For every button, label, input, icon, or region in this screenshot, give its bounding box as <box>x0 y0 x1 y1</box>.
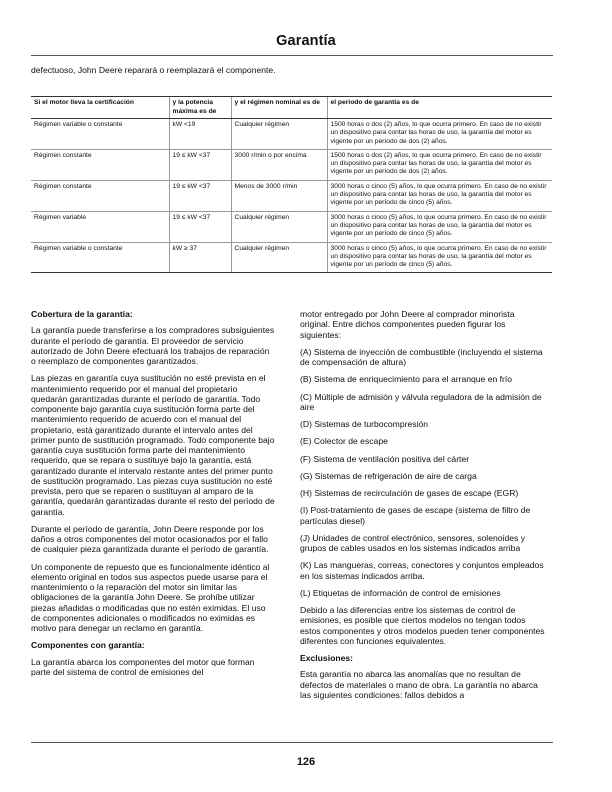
column-header-warranty-period: el periodo de garantía es de <box>327 97 552 119</box>
table-row <box>31 119 552 150</box>
footer-rule <box>31 742 553 743</box>
paragraph: motor entregado por John Deere al comprador minorista original. Entre dichos componentes pueden figurar los siguientes: <box>300 309 515 340</box>
table-cell: 3000 horas o cinco (5) años, lo que ocurra primero. En caso de no existir un dispositivo para contar las horas de uso, la garantía del motor es vigente por un período de cinco (5) años. <box>327 180 552 211</box>
column-header-rated-speed: y el régimen nominal es de <box>231 97 327 119</box>
exclusions-heading: Exclusiones: <box>300 653 354 663</box>
list-item: (L) Etiquetas de información de control de emisiones <box>300 587 501 598</box>
column-header-power: y la potencia máxima es de <box>169 97 231 119</box>
table-cell: kW <19 <box>169 119 231 150</box>
left-column <box>31 309 276 684</box>
table-cell: Régimen variable <box>31 211 169 242</box>
table-cell: Régimen constante <box>31 149 169 180</box>
table-cell: Régimen variable o constante <box>31 242 169 273</box>
coverage-heading: Cobertura de la garantía: <box>31 309 133 319</box>
table-row <box>31 180 552 211</box>
table-cell: kW ≥ 37 <box>169 242 231 273</box>
paragraph: La garantía puede transferirse a los compradores subsiguientes durante el período de garantía. El proveedor de servicio autorizado de John Deere efectuará los trabajos de reparación o reemplazo de componentes garantizados. <box>31 325 275 366</box>
table-cell: 3000 r/min o por encima <box>231 149 327 180</box>
table-cell: Cualquier régimen <box>231 119 327 150</box>
table-row <box>31 149 552 180</box>
table-cell: Régimen variable o constante <box>31 119 169 150</box>
paragraph: Un componente de repuesto que es funcionalmente idéntico al elemento original en todos sus aspectos puede usarse para el mantenimiento o la reparación del motor sin limitar las obligaciones de la garantía John Deere. Se prohíbe utilizar piezas añadidas o modificadas que no estén eximidas. El uso de componentes adicionales o modificados no eximidas es motivo para denegar un reclamo en garantía. <box>31 561 270 633</box>
table-cell: Régimen constante <box>31 180 169 211</box>
paragraph: La garantía abarca los componentes del motor que forman parte del sistema de control de emisiones del <box>31 656 255 677</box>
list-item: (C) Múltiple de admisión y válvula reguladora de la admisión de aire <box>300 391 542 412</box>
table-cell: Cualquier régimen <box>231 211 327 242</box>
list-item: (B) Sistema de enriquecimiento para el arranque en frío <box>300 374 513 385</box>
list-item: (I) Post-tratamiento de gases de escape (sistema de filtro de partículas diesel) <box>300 505 531 526</box>
table-cell: 3000 horas o cinco (5) años, lo que ocurra primero. En caso de no existir un dispositivo para contar las horas de uso, la garantía del motor es vigente por un período de cinco (5) años. <box>327 211 552 242</box>
page-title: Garantía <box>276 33 336 49</box>
list-item: (J) Unidades de control electrónico, sensores, solenoides y grupos de cables usados en los sistemas indicados arriba <box>300 532 525 553</box>
warranty-table <box>31 96 552 273</box>
list-item: (A) Sistema de inyección de combustible (incluyendo el sistema de compensación de altura) <box>300 346 543 367</box>
list-item: (K) Las mangueras, correas, conectores y conjuntos empleados en los sistemas indicados arriba. <box>300 560 544 581</box>
intro-paragraph: defectuoso, John Deere reparará o reemplazará el componente. <box>31 65 276 75</box>
column-header-certification: Si el motor lleva la certificación <box>31 97 169 119</box>
right-column <box>300 309 545 707</box>
paragraph: Esta garantía no abarca las anomalías que no resultan de defectos de materiales o mano de obra. La garantía no abarca las siguientes condiciones: fallos debidos a <box>300 669 538 700</box>
table-cell: 1500 horas o dos (2) años, lo que ocurra primero. En caso de no existir un dispositivo para contar las horas de uso, la garantía del motor es vigente por un período de dos (2) años. <box>327 119 552 150</box>
table-header-row <box>31 97 552 119</box>
list-item: (D) Sistemas de turbocompresión <box>300 419 428 429</box>
paragraph: Debido a las diferencias entre los sistemas de control de emisiones, es posible que ciertos modelos no tengan todos estos componentes y otros modelos pueden tener componentes diferentes con funciones equivalentes. <box>300 605 545 646</box>
table-cell: Menos de 3000 r/min <box>231 180 327 211</box>
table-cell: 3000 horas o cinco (5) años, lo que ocurra primero. En caso de no existir un dispositivo para contar las horas de uso, la garantía del motor es vigente por un período de cinco (5) años. <box>327 242 552 273</box>
table-cell: 19 ≤ kW <37 <box>169 180 231 211</box>
list-item: (G) Sistemas de refrigeración de aire de carga <box>300 470 477 481</box>
table-cell: 19 ≤ kW <37 <box>169 211 231 242</box>
list-item: (H) Sistemas de recirculación de gases de escape (EGR) <box>300 488 519 498</box>
page-number: 126 <box>296 756 316 768</box>
table-cell: 19 ≤ kW <37 <box>169 149 231 180</box>
paragraph: Las piezas en garantía cuya sustitución no esté prevista en el mantenimiento requerido por el manual del propietario quedarán garantizadas durante el período de garantía. Todo componente bajo garantía cuya sustitución forma parte del mantenimiento requerido de acuerdo con el manual del propietario, está garantizado durante el intervalo antes del primer punto de sustitución programado. Todo componente bajo garantía cuya sustitución forma parte del mantenimiento requerido, que se repara o sustituye bajo la garantía, está garantizado durante el intervalo restante antes del primer punto de sustitución programado. Las piezas cuya sustitución no esté prevista, pero que se reparen o sustituyan al amparo de la garantía, quedarán garantizadas durante el resto del período de garantía. <box>31 373 275 517</box>
table-row <box>31 242 552 273</box>
table-cell: 1500 horas o dos (2) años, lo que ocurra primero. En caso de no existir un dispositivo para contar las horas de uso, la garantía del motor es vigente por un período de dos (2) años. <box>327 149 552 180</box>
paragraph: Durante el período de garantía, John Deere responde por los daños a otros componentes del motor ocasionados por el fallo de cualquier pieza garantizada durante el período de garantía. <box>31 523 269 555</box>
list-item: (E) Colector de escape <box>300 436 388 447</box>
table-cell: Cualquier régimen <box>231 242 327 273</box>
list-item: (F) Sistema de ventilación positiva del cárter <box>300 453 470 464</box>
header-rule <box>31 55 553 56</box>
components-heading: Componentes con garantía: <box>31 640 145 651</box>
table-row <box>31 211 552 242</box>
